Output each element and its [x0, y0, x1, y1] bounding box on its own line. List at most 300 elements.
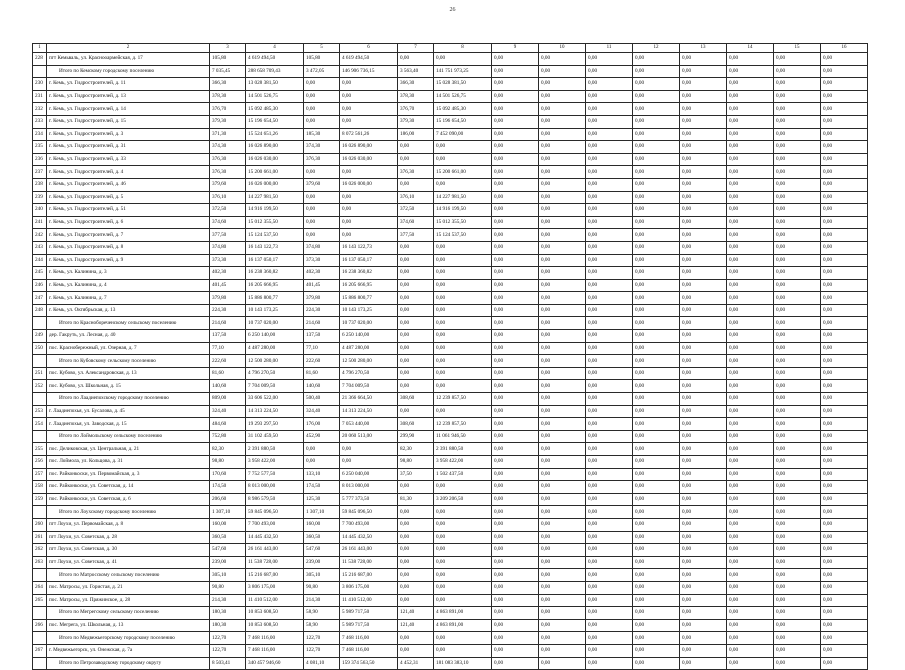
value-cell: 0,00 [539, 153, 586, 166]
value-cell: 0,00 [539, 78, 586, 91]
value-cell: 0,00 [821, 204, 868, 217]
value-cell: 0,00 [821, 254, 868, 267]
value-cell: 0,00 [774, 594, 821, 607]
address-cell: Итого по Петрозаводскому городскому округу [47, 657, 210, 670]
value-cell: 0,00 [774, 178, 821, 191]
row-number-cell: 249 [33, 330, 47, 343]
address-cell: пос. Райконкоски, ул. Советская, д. 6 [47, 493, 210, 506]
value-cell: 0,00 [539, 53, 586, 66]
page-number: 26 [449, 7, 456, 13]
value-cell: 0,00 [398, 342, 434, 355]
table-row [33, 229, 868, 242]
value-cell: 0,00 [586, 317, 633, 330]
value-cell: 0,00 [680, 418, 727, 431]
value-cell: 373,30 [304, 254, 340, 267]
value-cell: 0,00 [633, 493, 680, 506]
value-cell: 0,00 [633, 443, 680, 456]
value-cell: 0,00 [680, 481, 727, 494]
value-cell: 0,00 [539, 405, 586, 418]
value-cell: 6 250 140,00 [340, 330, 398, 343]
value-cell: 0,00 [586, 304, 633, 317]
value-cell: 214,60 [304, 317, 340, 330]
row-number-cell: 232 [33, 103, 47, 116]
row-number-cell: 243 [33, 241, 47, 254]
value-cell: 174,50 [304, 481, 340, 494]
value-cell: 0,00 [539, 330, 586, 343]
value-cell: 288 658 709,43 [246, 65, 304, 78]
value-cell: 0,00 [539, 481, 586, 494]
value-cell: 0,00 [774, 619, 821, 632]
value-cell: 0,00 [340, 78, 398, 91]
column-number: 1 [33, 44, 47, 53]
value-cell: 0,00 [821, 607, 868, 620]
value-cell: 0,00 [539, 141, 586, 154]
value-cell: 0,00 [304, 216, 340, 229]
subtotal-row [33, 506, 868, 519]
value-cell: 0,00 [821, 330, 868, 343]
value-cell: 0,00 [774, 78, 821, 91]
table-row [33, 443, 868, 456]
value-cell: 0,00 [821, 367, 868, 380]
value-cell: 0,00 [492, 241, 539, 254]
column-number: 7 [398, 44, 434, 53]
value-cell: 0,00 [586, 418, 633, 431]
value-cell: 6 250 040,00 [340, 468, 398, 481]
value-cell: 324,40 [304, 405, 340, 418]
value-cell: 0,00 [539, 267, 586, 280]
value-cell: 0,00 [492, 103, 539, 116]
table-row [33, 191, 868, 204]
value-cell: 10 737 020,00 [246, 317, 304, 330]
value-cell: 0,00 [633, 657, 680, 670]
value-cell: 0,00 [492, 644, 539, 657]
address-cell: Итого по Лоймольскому сельскому поселению [47, 430, 210, 443]
value-cell: 0,00 [434, 405, 492, 418]
value-cell: 0,00 [398, 141, 434, 154]
value-cell: 402,30 [304, 267, 340, 280]
value-cell: 0,00 [633, 506, 680, 519]
value-cell: 0,00 [340, 166, 398, 179]
address-cell: г. Кемь, ул. Гидростроителей, д. 33 [47, 153, 210, 166]
value-cell: 0,00 [492, 53, 539, 66]
value-cell: 0,00 [492, 279, 539, 292]
value-cell: 0,00 [633, 544, 680, 557]
value-cell: 0,00 [633, 380, 680, 393]
value-cell: 376,30 [210, 153, 246, 166]
value-cell: 0,00 [492, 493, 539, 506]
value-cell: 4 796 270,50 [246, 367, 304, 380]
value-cell: 0,00 [633, 53, 680, 66]
value-cell: 0,00 [774, 279, 821, 292]
value-cell: 0,00 [539, 569, 586, 582]
column-number: 13 [680, 44, 727, 53]
value-cell: 0,00 [727, 405, 774, 418]
value-cell: 0,00 [774, 204, 821, 217]
value-cell: 15 886 800,77 [246, 292, 304, 305]
value-cell: 0,00 [774, 53, 821, 66]
value-cell: 15 216 687,00 [340, 569, 398, 582]
value-cell: 0,00 [539, 506, 586, 519]
value-cell: 0,00 [398, 355, 434, 368]
value-cell: 0,00 [340, 115, 398, 128]
address-cell: Итого по Кубовскому сельскому поселению [47, 355, 210, 368]
value-cell: 14 313 224,50 [246, 405, 304, 418]
table-row [33, 481, 868, 494]
value-cell: 0,00 [539, 456, 586, 469]
value-cell: 81,60 [210, 367, 246, 380]
value-cell: 452,90 [304, 430, 340, 443]
row-number-cell: 234 [33, 128, 47, 141]
value-cell: 0,00 [680, 128, 727, 141]
value-cell: 3 806 175,00 [246, 581, 304, 594]
value-cell: 222,60 [304, 355, 340, 368]
value-cell: 379,80 [210, 292, 246, 305]
value-cell: 0,00 [821, 216, 868, 229]
value-cell: 239,00 [304, 556, 340, 569]
row-number-cell: 265 [33, 594, 47, 607]
value-cell: 0,00 [434, 267, 492, 280]
value-cell: 0,00 [680, 405, 727, 418]
value-cell: 0,00 [680, 544, 727, 557]
value-cell: 0,00 [492, 229, 539, 242]
value-cell: 0,00 [821, 518, 868, 531]
value-cell: 0,00 [821, 103, 868, 116]
value-cell: 0,00 [586, 103, 633, 116]
value-cell: 0,00 [680, 443, 727, 456]
value-cell: 0,00 [398, 241, 434, 254]
value-cell: 0,00 [680, 393, 727, 406]
value-cell: 0,00 [821, 229, 868, 242]
value-cell: 0,00 [727, 644, 774, 657]
data-sheet [32, 43, 868, 670]
value-cell: 0,00 [492, 254, 539, 267]
value-cell: 3 563,40 [398, 65, 434, 78]
value-cell: 0,00 [821, 78, 868, 91]
value-cell: 0,00 [633, 342, 680, 355]
value-cell: 0,00 [774, 254, 821, 267]
column-number: 4 [246, 44, 304, 53]
row-number-cell: 261 [33, 531, 47, 544]
column-number: 6 [340, 44, 398, 53]
value-cell: 15 092 485,30 [434, 103, 492, 116]
value-cell: 7 468 116,00 [246, 632, 304, 645]
address-cell: г. Кемь, ул. Гидростроителей, д. 9 [47, 254, 210, 267]
value-cell: 0,00 [633, 128, 680, 141]
value-cell: 0,00 [633, 556, 680, 569]
value-cell: 0,00 [727, 418, 774, 431]
value-cell: 137,50 [210, 330, 246, 343]
value-cell: 81,30 [398, 493, 434, 506]
value-cell: 0,00 [680, 380, 727, 393]
row-number-cell [33, 65, 47, 78]
value-cell: 0,00 [633, 619, 680, 632]
value-cell: 0,00 [304, 78, 340, 91]
value-cell: 0,00 [680, 594, 727, 607]
value-cell: 0,00 [586, 594, 633, 607]
value-cell: 0,00 [727, 304, 774, 317]
column-number: 16 [821, 44, 868, 53]
value-cell: 0,00 [434, 141, 492, 154]
row-number-cell: 231 [33, 90, 47, 103]
value-cell: 0,00 [821, 342, 868, 355]
value-cell: 0,00 [727, 292, 774, 305]
value-cell: 0,00 [633, 518, 680, 531]
value-cell: 11 410 512,00 [340, 594, 398, 607]
value-cell: 141 751 973,25 [434, 65, 492, 78]
value-cell: 0,00 [304, 103, 340, 116]
value-cell: 0,00 [304, 456, 340, 469]
value-cell: 0,00 [821, 53, 868, 66]
value-cell: 0,00 [727, 191, 774, 204]
value-cell: 31 102 459,50 [246, 430, 304, 443]
value-cell: 0,00 [304, 204, 340, 217]
value-cell: 0,00 [586, 204, 633, 217]
value-cell: 7 468 116,00 [246, 644, 304, 657]
value-cell: 0,00 [727, 65, 774, 78]
value-cell: 0,00 [821, 430, 868, 443]
address-cell: г. Кемь, ул. Калинина, д. 7 [47, 292, 210, 305]
value-cell: 0,00 [633, 267, 680, 280]
value-cell: 0,00 [633, 569, 680, 582]
value-cell: 0,00 [539, 393, 586, 406]
value-cell: 125,30 [304, 493, 340, 506]
value-cell: 0,00 [398, 632, 434, 645]
value-cell: 0,00 [340, 229, 398, 242]
row-number-cell: 253 [33, 405, 47, 418]
value-cell: 15 200 661,00 [246, 166, 304, 179]
value-cell: 5 989 717,50 [340, 607, 398, 620]
value-cell: 186,00 [398, 128, 434, 141]
value-cell: 0,00 [586, 65, 633, 78]
value-cell: 0,00 [340, 456, 398, 469]
table-row [33, 493, 868, 506]
address-cell: г. Кемь, ул. Гидростроителей, д. 13 [47, 90, 210, 103]
value-cell: 14 501 526,75 [434, 90, 492, 103]
value-cell: 0,00 [727, 493, 774, 506]
value-cell: 0,00 [774, 493, 821, 506]
value-cell: 15 092 485,30 [246, 103, 304, 116]
value-cell: 0,00 [727, 367, 774, 380]
value-cell: 0,00 [398, 544, 434, 557]
value-cell: 0,00 [586, 342, 633, 355]
value-cell: 8 503,41 [210, 657, 246, 670]
value-cell: 58,90 [304, 607, 340, 620]
table-row [33, 418, 868, 431]
value-cell: 14 227 981,50 [246, 191, 304, 204]
value-cell: 105,80 [210, 53, 246, 66]
row-number-cell: 260 [33, 518, 47, 531]
value-cell: 1 307,10 [210, 506, 246, 519]
table-row [33, 531, 868, 544]
value-cell: 0,00 [774, 65, 821, 78]
value-cell: 0,00 [727, 103, 774, 116]
value-cell: 0,00 [398, 405, 434, 418]
value-cell: 0,00 [680, 569, 727, 582]
value-cell: 0,00 [586, 229, 633, 242]
value-cell: 0,00 [586, 279, 633, 292]
value-cell: 0,00 [633, 65, 680, 78]
value-cell: 0,00 [774, 644, 821, 657]
value-cell: 484,60 [210, 418, 246, 431]
value-cell: 0,00 [492, 594, 539, 607]
value-cell: 0,00 [727, 166, 774, 179]
value-cell: 0,00 [680, 304, 727, 317]
value-cell: 0,00 [434, 581, 492, 594]
value-cell: 0,00 [633, 330, 680, 343]
value-cell: 16 026 890,00 [246, 141, 304, 154]
value-cell: 376,70 [398, 103, 434, 116]
value-cell: 82,30 [398, 443, 434, 456]
value-cell: 340 457 946,60 [246, 657, 304, 670]
address-cell: г. Кемь, ул. Гидростроителей, д. 7 [47, 229, 210, 242]
value-cell: 500,40 [304, 393, 340, 406]
value-cell: 16 143 122,73 [246, 241, 304, 254]
value-cell: 0,00 [586, 153, 633, 166]
value-cell: 10 737 020,00 [340, 317, 398, 330]
address-cell: пгт Лоухи, ул. Советская, д. 30 [47, 544, 210, 557]
address-cell: г. Лаадиепохья, ул. Заводская, д. 15 [47, 418, 210, 431]
row-number-cell: 262 [33, 544, 47, 557]
column-number: 8 [434, 44, 492, 53]
value-cell: 0,00 [434, 342, 492, 355]
value-cell: 0,00 [434, 178, 492, 191]
row-number-cell: 235 [33, 141, 47, 154]
subtotal-row [33, 355, 868, 368]
value-cell: 374,80 [304, 241, 340, 254]
value-cell: 5 777 373,50 [340, 493, 398, 506]
value-cell: 0,00 [680, 53, 727, 66]
value-cell: 0,00 [492, 430, 539, 443]
table-row [33, 544, 868, 557]
row-number-cell: 240 [33, 204, 47, 217]
value-cell: 0,00 [727, 128, 774, 141]
column-number: 15 [774, 44, 821, 53]
value-cell: 376,10 [210, 191, 246, 204]
address-cell: г. Лаадиепохья, ул. Бусалова, д. 45 [47, 405, 210, 418]
value-cell: 0,00 [680, 229, 727, 242]
row-number-cell: 258 [33, 481, 47, 494]
value-cell: 16 238 360,82 [246, 267, 304, 280]
subtotal-row [33, 317, 868, 330]
value-cell: 16 026 890,00 [340, 141, 398, 154]
value-cell: 0,00 [539, 657, 586, 670]
value-cell: 0,00 [821, 581, 868, 594]
value-cell: 0,00 [434, 556, 492, 569]
table-row [33, 254, 868, 267]
value-cell: 0,00 [727, 569, 774, 582]
value-cell: 21 366 664,50 [340, 393, 398, 406]
address-cell: пос. Кубово, ул. Александровская, д. 13 [47, 367, 210, 380]
table-row [33, 292, 868, 305]
value-cell: 0,00 [539, 493, 586, 506]
value-cell: 0,00 [774, 544, 821, 557]
value-cell: 0,00 [821, 304, 868, 317]
value-cell: 13 028 381,50 [246, 78, 304, 91]
address-cell: Итого по Краснобореченскому сельскому поселению [47, 317, 210, 330]
value-cell: 140,60 [304, 380, 340, 393]
value-cell: 0,00 [821, 141, 868, 154]
value-cell: 0,00 [774, 304, 821, 317]
value-cell: 0,00 [492, 90, 539, 103]
value-cell: 82,30 [210, 443, 246, 456]
value-cell: 15 524 651,26 [246, 128, 304, 141]
subtotal-row [33, 430, 868, 443]
value-cell: 0,00 [539, 556, 586, 569]
address-cell: пос. Мегрега, ул. Школьная, д. 13 [47, 619, 210, 632]
value-cell: 0,00 [633, 367, 680, 380]
value-cell: 0,00 [492, 544, 539, 557]
value-cell: 0,00 [492, 115, 539, 128]
value-cell: 374,60 [210, 216, 246, 229]
value-cell: 0,00 [398, 518, 434, 531]
value-cell: 0,00 [434, 153, 492, 166]
value-cell: 376,70 [210, 103, 246, 116]
value-cell: 0,00 [727, 380, 774, 393]
value-cell: 0,00 [774, 367, 821, 380]
column-number: 12 [633, 44, 680, 53]
value-cell: 0,00 [586, 644, 633, 657]
value-cell: 0,00 [492, 581, 539, 594]
value-cell: 0,00 [492, 443, 539, 456]
value-cell: 0,00 [821, 355, 868, 368]
value-cell: 0,00 [680, 581, 727, 594]
value-cell: 15 012 355,50 [246, 216, 304, 229]
value-cell: 0,00 [680, 153, 727, 166]
value-cell: 0,00 [586, 393, 633, 406]
row-number-cell [33, 317, 47, 330]
value-cell: 372,50 [398, 204, 434, 217]
value-cell: 547,60 [304, 544, 340, 557]
value-cell: 0,00 [680, 531, 727, 544]
value-cell: 0,00 [633, 581, 680, 594]
value-cell: 2 391 880,50 [434, 443, 492, 456]
value-cell: 0,00 [586, 141, 633, 154]
value-cell: 0,00 [633, 141, 680, 154]
value-cell: 7 704 009,50 [246, 380, 304, 393]
value-cell: 0,00 [633, 115, 680, 128]
value-cell: 376,30 [210, 166, 246, 179]
row-number-cell [33, 430, 47, 443]
value-cell: 0,00 [727, 342, 774, 355]
row-number-cell: 251 [33, 367, 47, 380]
value-cell: 0,00 [586, 430, 633, 443]
value-cell: 0,00 [821, 632, 868, 645]
row-number-cell: 264 [33, 581, 47, 594]
value-cell: 401,45 [210, 279, 246, 292]
address-cell: г. Кемь, ул. Гидростроителей, д. 4 [47, 166, 210, 179]
value-cell: 4 619 494,50 [246, 53, 304, 66]
value-cell: 0,00 [434, 380, 492, 393]
value-cell: 0,00 [398, 317, 434, 330]
value-cell: 0,00 [727, 267, 774, 280]
value-cell: 0,00 [680, 191, 727, 204]
row-number-cell [33, 355, 47, 368]
value-cell: 0,00 [633, 153, 680, 166]
address-cell: Итого по Матросскому сельскому поселению [47, 569, 210, 582]
value-cell: 0,00 [492, 619, 539, 632]
value-cell: 0,00 [727, 216, 774, 229]
value-cell: 0,00 [727, 481, 774, 494]
value-cell: 214,30 [304, 594, 340, 607]
value-cell: 376,10 [398, 191, 434, 204]
value-cell: 180,30 [210, 607, 246, 620]
value-cell: 122,70 [210, 644, 246, 657]
value-cell: 0,00 [586, 254, 633, 267]
value-cell: 0,00 [539, 103, 586, 116]
row-number-cell [33, 569, 47, 582]
address-cell: г. Медвежьегорск, ул. Онежская, д. 7а [47, 644, 210, 657]
value-cell: 0,00 [434, 481, 492, 494]
